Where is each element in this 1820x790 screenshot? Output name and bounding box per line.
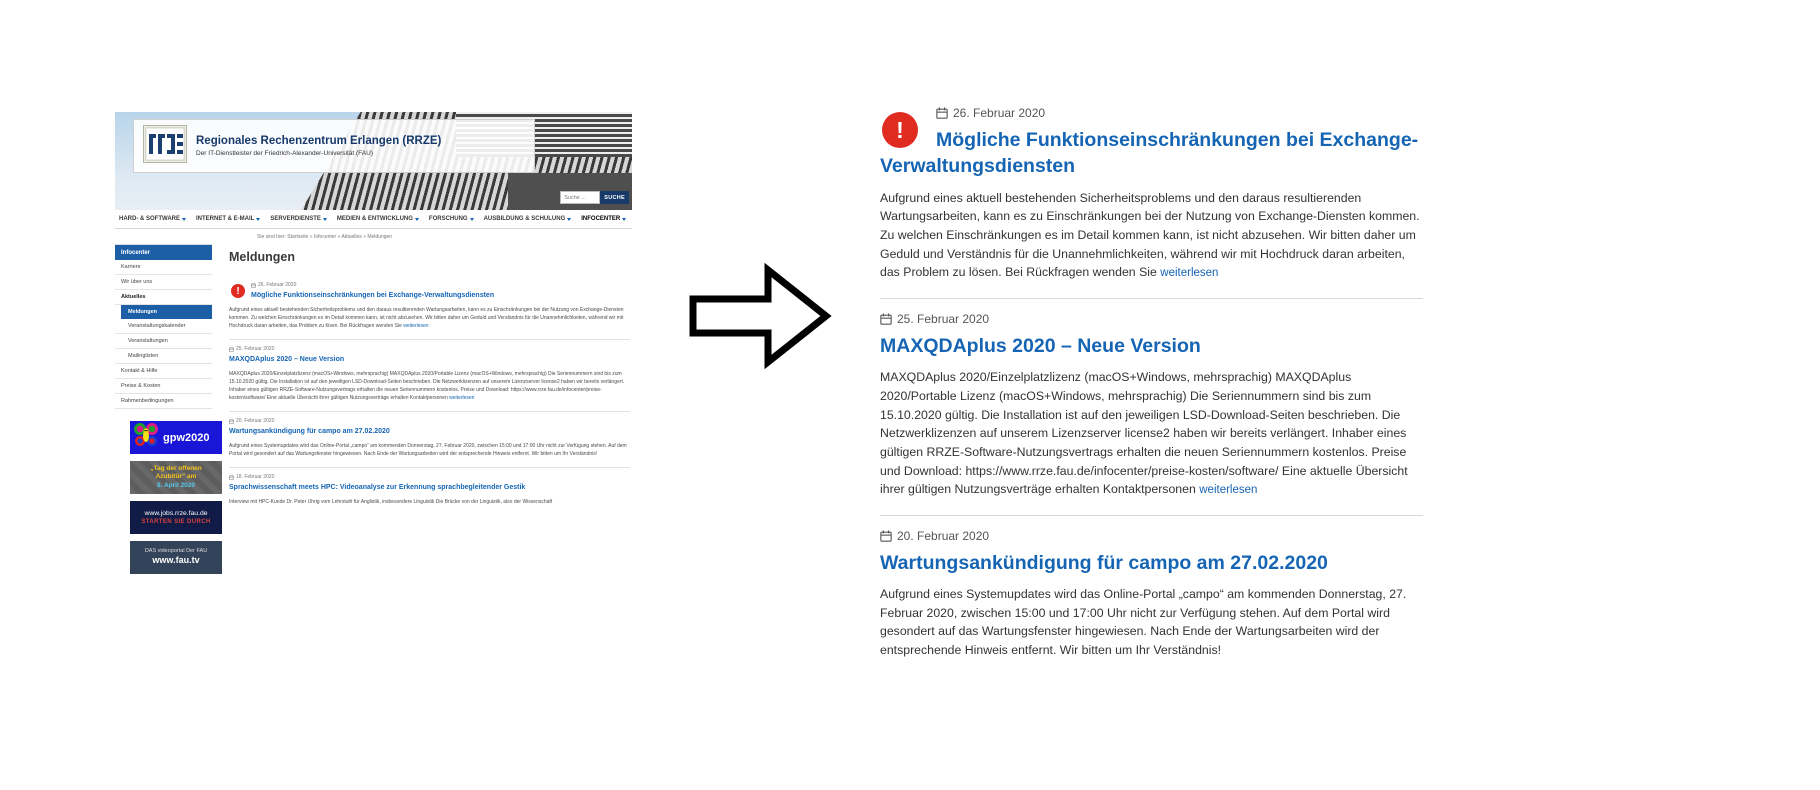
chevron-down-icon <box>182 218 186 221</box>
sidebar-item-aktuelles[interactable]: Aktuelles <box>115 290 212 305</box>
nav-item-serverdienste[interactable]: SERVERDIENSTE <box>270 216 327 222</box>
news-title-link[interactable]: Sprachwissenschaft meets HPC: Videoanalyse zur Erkennung sprachbegleitender Gestik <box>229 484 526 491</box>
chevron-down-icon <box>622 218 626 221</box>
calendar-icon <box>229 475 234 480</box>
news-title-link[interactable]: MAXQDAplus 2020 – Neue Version <box>229 356 345 363</box>
news-article <box>880 312 1423 500</box>
weiterlesen-link[interactable]: weiterlesen <box>403 323 429 329</box>
news-date: 25. Februar 2020 <box>229 346 630 352</box>
banner-gpw2020-label: gpw2020 <box>163 431 210 444</box>
banner-fau-tv[interactable]: DAS videoportal Der FAU www.fau.tv <box>130 541 222 574</box>
chevron-down-icon <box>256 218 260 221</box>
weiterlesen-link[interactable]: weiterlesen <box>1160 267 1219 280</box>
divider <box>880 515 1423 516</box>
nav-item-internet-email[interactable]: INTERNET & E-MAIL <box>196 216 260 222</box>
breadcrumb: Sie sind hier: Startseite » Infocenter » Aktuelles » Meldungen <box>257 234 393 240</box>
site-subtitle: Der IT-Dienstleister der Friedrich-Alexander-Universität (FAU) <box>196 150 373 158</box>
chevron-down-icon <box>567 218 571 221</box>
sidebar-header-infocenter[interactable]: Infocenter <box>115 245 212 260</box>
news-date: 26. Februar 2020 <box>251 282 630 288</box>
divider <box>880 298 1423 299</box>
news-title-link[interactable]: Mögliche Funktionseinschränkungen bei Exchange-Verwaltungsdiensten <box>251 292 495 299</box>
news-title-link[interactable]: Wartungsankündigung für campo am 27.02.2020 <box>229 428 390 435</box>
banner-azubituer[interactable]: „Tag der offenen Azubitür“ am 8. April 2020 <box>130 461 222 494</box>
sidebar-item-meldungen[interactable]: Meldungen <box>121 305 212 319</box>
zoom-arrow <box>688 260 832 377</box>
sidebar-menu <box>115 244 212 409</box>
site-header-banner <box>115 112 632 210</box>
news-item <box>229 276 630 339</box>
article-title-link[interactable]: Wartungsankündigung für campo am 27.02.2020 <box>880 551 1328 574</box>
news-excerpt: MAXQDAplus 2020/Einzelplatzlizenz (macOS+Windows, mehrsprachig) MAXQDAplus 2020/Portable Lizenz (macOS+Windows, mehrsprachig) Die Seriennummern sind bis zum 15.10.2020 gültig. Die Installation ist auf den jeweiligen LSD-Download-Seiten beschrieben. Die Netzwerklizenzen auf unserem Lizenzserver license2 haben wir bereits verlängert. Inhaber eines gültigen RRZE-Software-Nutzungsvertrags erhalten die neuen Seriennummern kostenlos. Preise und Download: https://www.rrze.fau.de/infocenter/preise-kosten/software/ Eine aktuelle Übersicht ihrer gültigen Nutzungsverträge erhalten Kontaktpersonen weiterlesen <box>229 371 625 401</box>
banner-jobs[interactable]: www.jobs.rrze.fau.de STARTEN SIE DURCH <box>130 501 222 534</box>
search-bar <box>560 191 629 204</box>
news-list <box>212 244 632 515</box>
sidebar-item-preise-kosten[interactable]: Preise & Kosten <box>115 379 212 394</box>
search-input[interactable] <box>560 191 600 204</box>
article-body: Aufgrund eines Systemupdates wird das Online-Portal „campo“ am kommenden Donnerstag, 27. Februar 2020, zwischen 15:00 und 17:00 Uhr nicht zur Verfügung stehen. Auf dem Portal wird gesondert auf das Wartungsfenster hingewiesen. Nach Ende der Wartungsarbeiten wird der entsprechende Hinweis entfernt. Wir bitten um Ihr Verständnis! <box>880 587 1407 658</box>
news-item <box>229 339 630 411</box>
article-date: 26. Februar 2020 <box>936 106 1423 120</box>
sidebar-item-wir-ueber-uns[interactable]: Wir über uns <box>115 275 212 290</box>
main-navigation <box>115 210 632 229</box>
banner-gpw2020[interactable] <box>130 421 222 454</box>
news-item <box>229 467 630 515</box>
news-item <box>229 411 630 467</box>
sidebar-banners <box>130 421 222 574</box>
nav-item-medien-entwicklung[interactable]: MEDIEN & ENTWICKLUNG <box>337 216 419 222</box>
news-date: 18. Februar 2020 <box>229 474 630 480</box>
article-body: MAXQDAplus 2020/Einzelplatzlizenz (macOS+Windows, mehrsprachig) MAXQDAplus 2020/Portable Lizenz (macOS+Windows, mehrsprachig) Die Seriennummern sind bis zum 15.10.2020 gültig. Die Installation ist auf den jeweiligen LSD-Download-Seiten beschrieben. Die Netzwerklizenzen auf unserem Lizenzserver license2 haben wir bereits verlängert. Inhaber eines gültigen RRZE-Software-Nutzungsvertrags erhalten die neuen Seriennummern kostenlos. Preise und Download: https://www.rrze.fau.de/infocenter/preise-kosten/software/ Eine aktuelle Übersicht ihrer gültigen Nutzungsverträge erhalten Kontaktpersonen weiterlesen <box>880 370 1408 497</box>
enlarged-news-panel <box>880 106 1423 660</box>
article-title-link[interactable]: MAXQDAplus 2020 – Neue Version <box>880 334 1201 357</box>
search-button[interactable]: SUCHE <box>600 191 629 204</box>
chevron-down-icon <box>323 218 327 221</box>
page-title: Meldungen <box>229 250 295 264</box>
sidebar-item-karriere[interactable]: Karriere <box>115 260 212 275</box>
site-title: Regionales Rechenzentrum Erlangen (RRZE) <box>196 134 442 147</box>
news-date: 20. Februar 2020 <box>229 418 630 424</box>
butterfly-icon <box>132 421 160 454</box>
chevron-down-icon <box>470 218 474 221</box>
site-logo-box[interactable] <box>133 119 535 173</box>
site-title-block <box>196 135 441 158</box>
rrze-website <box>115 112 632 574</box>
calendar-icon <box>229 419 234 424</box>
nav-item-ausbildung-schulung[interactable]: AUSBILDUNG & SCHULUNG <box>484 216 572 222</box>
news-excerpt: Aufgrund eines aktuell bestehenden Sicherheitsproblems und den daraus resultierenden Wartungsarbeiten, kann es zu Einschränkungen bei der Nutzung von Exchange-Diensten kommen. Zu welchen Einschränkungen es im Detail kommen kann, ist nicht abzusehen. Wir bitten daher um Geduld und Verständnis für die Unannehmlichkeiten, während wir mit Hochdruck daran arbeiten, das Problem zu lösen. Bei Rückfragen wenden Sie weiterlesen <box>229 307 624 329</box>
nav-item-hard-software[interactable]: HARD- & SOFTWARE <box>119 216 186 222</box>
chevron-down-icon <box>415 218 419 221</box>
nav-item-infocenter[interactable]: INFOCENTER <box>581 216 626 222</box>
news-excerpt: Interview mit HPC-Kunde Dr. Peter Uhrig vom Lehrstuhl für Anglistik, insbesondere Linguistik Die Brücke von der Linguistik, also der Wissenschaft <box>229 499 553 505</box>
sidebar-item-veranstaltungen[interactable]: Veranstaltungen <box>115 334 212 349</box>
weiterlesen-link[interactable]: weiterlesen <box>1199 484 1258 497</box>
sidebar-item-rahmenbedingungen[interactable]: Rahmenbedingungen <box>115 394 212 409</box>
article-body: Aufgrund eines aktuell bestehenden Sicherheitsproblems und den daraus resultierenden Wartungsarbeiten, kann es zu Einschränkungen bei der Nutzung von Exchange-Diensten kommen. Zu welchen Einschränkungen es im Detail kommen kann, ist nicht abzusehen. Wir bitten daher um Geduld und Verständnis für die Unannehmlichkeiten, während wir mit Hochdruck daran arbeiten, das Problem zu lösen. Bei Rückfragen wenden Sie weiterlesen <box>880 190 1420 280</box>
alert-icon: ! <box>231 284 245 298</box>
sidebar-item-kontakt-hilfe[interactable]: Kontakt & Hilfe <box>115 364 212 379</box>
news-article <box>880 106 1423 283</box>
calendar-icon <box>251 283 256 288</box>
right-arrow-icon <box>688 260 832 372</box>
weiterlesen-link[interactable]: weiterlesen <box>449 395 475 401</box>
sidebar-item-veranstaltungskalender[interactable]: Veranstaltungskalender <box>115 319 212 334</box>
alert-icon: ! <box>882 112 918 148</box>
news-excerpt: Aufgrund eines Systemupdates wird das Online-Portal „campo“ am kommenden Donnerstag, 27. Februar 2020, zwischen 15:00 und 17:00 Uhr nicht zur Verfügung stehen. Auf dem Portal wird gesondert auf das Wartungsfenster hingewiesen. Nach Ende der Wartungsarbeiten wird der entsprechende Hinweis entfernt. Wir bitten um Ihr Verständnis! <box>229 443 627 457</box>
article-date: 25. Februar 2020 <box>880 312 1423 326</box>
calendar-icon <box>880 313 892 325</box>
news-article <box>880 529 1423 660</box>
article-date: 20. Februar 2020 <box>880 529 1423 543</box>
sidebar-item-mailinglisten[interactable]: Mailinglisten <box>115 349 212 364</box>
rrze-logo-icon <box>143 125 187 168</box>
nav-item-forschung[interactable]: FORSCHUNG <box>429 216 474 222</box>
calendar-icon <box>880 530 892 542</box>
calendar-icon <box>229 347 234 352</box>
calendar-icon <box>936 107 948 119</box>
article-title-link[interactable]: Mögliche Funktionseinschränkungen bei Exchange-Verwaltungsdiensten <box>880 129 1419 178</box>
